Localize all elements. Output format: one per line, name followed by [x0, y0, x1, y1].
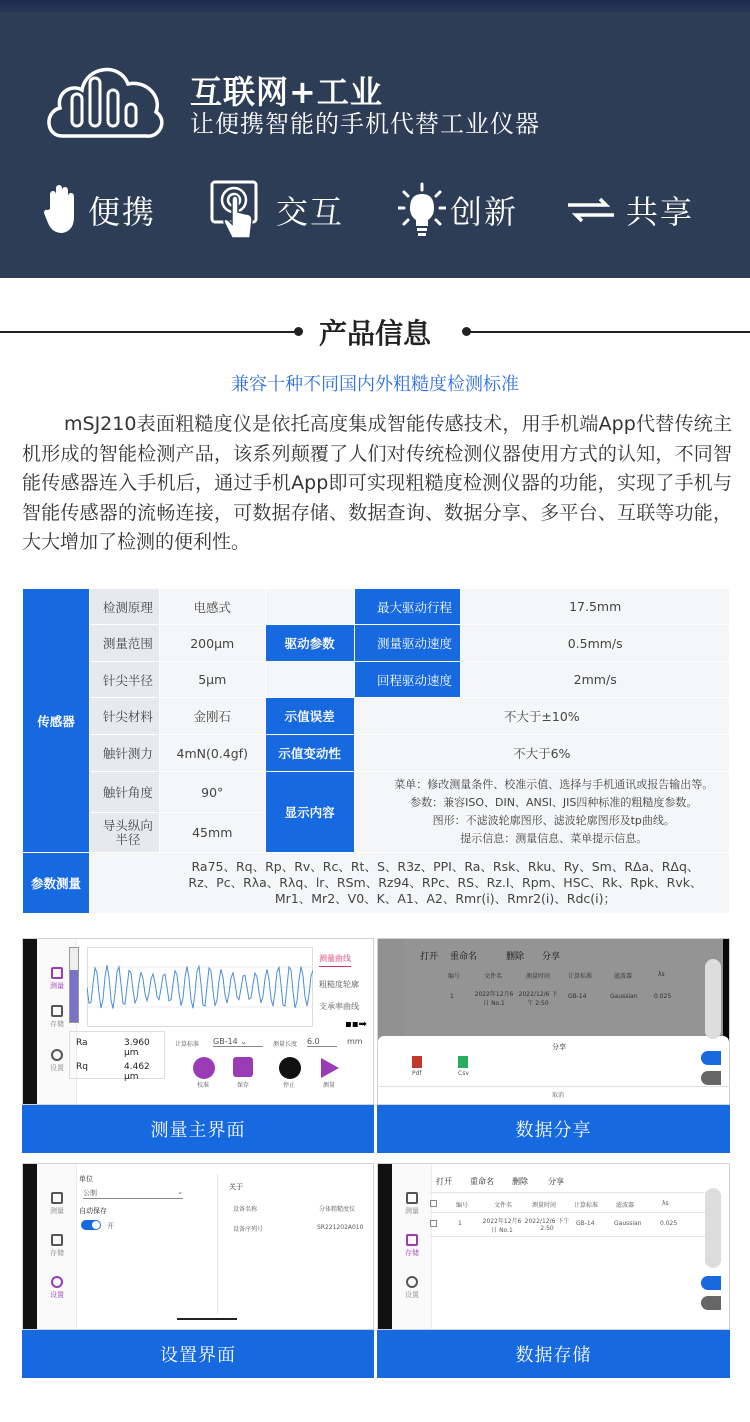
device-name-value: 分体粗糙度仪 [319, 1206, 356, 1213]
hand-icon [44, 185, 80, 235]
app-nav [37, 1164, 77, 1329]
nav-measure[interactable]: 测量 [398, 1192, 426, 1216]
cell: GB-14 [576, 1220, 595, 1227]
sensor-group-label: 传感器 [23, 589, 90, 853]
level-gauge [69, 947, 79, 1023]
spec-value: 200μm [159, 625, 265, 662]
display-line: 参数：兼容ISO、DIN、ANSI、JIS四种标准的粗糙度参数。 [410, 796, 698, 809]
col-header: 文件名 [484, 973, 503, 980]
spec-label: 针尖材料 [89, 698, 159, 735]
length-input[interactable]: 6.0 [307, 1037, 337, 1047]
caption-settings: 设置界面 [22, 1330, 374, 1378]
pdf-label: Pdf [412, 1070, 422, 1077]
measure-play-icon[interactable] [321, 1058, 339, 1078]
nav-measure[interactable]: 测量 [43, 967, 71, 991]
param-value: Ra75、Rq、Rp、Rv、Rc、Rt、S、R3z、PPI、Ra、Rsk、Rku、Ry、Sm、RΔa、RΔq、Rz、Pc、Rλa、Rλq、lr、RSm、Rz94、RPc、RS、Rz.I、Rpm、HSC、Rk、Rpk、Rvk、Mr1、Mr2、V0、K、A1、A2、Rmr(i)、Rmr2(i)、Rdc(i)； [89, 853, 729, 914]
rename-button[interactable]: 重命名 [450, 952, 478, 962]
spec-value: 90° [159, 772, 265, 813]
moon-icon[interactable] [701, 1296, 721, 1310]
col-header: 计算标准 [574, 1202, 599, 1209]
menu-profile[interactable]: 粗糙度轮廓 [319, 980, 359, 989]
spec-label: 触针角度 [89, 772, 159, 813]
spec-value: 4mN(0.4gf) [159, 735, 265, 772]
nav-storage[interactable]: 存储 [43, 1234, 71, 1258]
drive-value: 17.5mm [461, 589, 730, 625]
cell: 2022年12月6日 No.1 [482, 1218, 522, 1234]
col-header: λs [658, 971, 665, 978]
device-name-label: 设备名称 [233, 1206, 258, 1213]
calibrate-label: 校准 [197, 1082, 210, 1089]
rq-label: Rq [76, 1062, 88, 1072]
menu-bearing-curve[interactable]: 支承率曲线 [319, 1002, 359, 1011]
screenshot-share [377, 938, 730, 1105]
feature-innovate [398, 180, 518, 240]
caption-measure: 测量主界面 [22, 1105, 374, 1153]
app-nav [392, 1164, 432, 1329]
device-bezel [378, 1164, 392, 1329]
mute-icon[interactable] [701, 1051, 721, 1065]
delete-button[interactable]: 删除 [512, 1177, 528, 1186]
nav-storage[interactable]: 存储 [398, 1234, 426, 1258]
length-unit: mm [347, 1037, 363, 1046]
spec-value: 金刚石 [159, 698, 265, 735]
rename-button[interactable]: 重命名 [470, 1177, 494, 1186]
screenshot-storage [377, 1163, 730, 1330]
display-label: 显示内容 [265, 772, 354, 853]
col-header: 编号 [456, 1202, 469, 1209]
rq-value: 4.462 μm [124, 1062, 150, 1082]
autosave-state: 开 [107, 1222, 114, 1230]
bulb-icon [398, 182, 446, 238]
feature-label: 交互 [276, 193, 345, 231]
delete-button[interactable]: 删除 [506, 952, 525, 962]
moon-icon[interactable] [701, 1071, 721, 1085]
pdf-icon[interactable] [412, 1056, 422, 1068]
ra-label: Ra [76, 1038, 88, 1048]
std-select[interactable]: GB-14 ⌄ [213, 1037, 263, 1047]
nav-settings[interactable]: 设置 [43, 1049, 71, 1073]
serial-value: SR221202A010 [317, 1224, 364, 1231]
select-all-checkbox[interactable] [430, 1200, 437, 1207]
banner-title: 互联网+工业 [190, 73, 383, 111]
nav-measure[interactable]: 测量 [43, 1192, 71, 1216]
spec-blank [265, 589, 354, 625]
about-label: 关于 [229, 1183, 243, 1191]
autosave-toggle[interactable] [81, 1220, 101, 1230]
spec-value: 5μm [159, 662, 265, 698]
volume-slider[interactable] [705, 959, 721, 1039]
col-header: 滤波器 [616, 1202, 635, 1209]
param-label: 参数测量 [23, 853, 90, 914]
nav-settings[interactable]: 设置 [43, 1276, 71, 1300]
chevron-down-icon: ⌄ [177, 1188, 183, 1196]
stop-label: 停止 [283, 1082, 296, 1089]
open-button[interactable]: 打开 [436, 1177, 452, 1186]
drive-label: 回程驱动速度 [354, 662, 461, 698]
share-sheet [378, 1036, 729, 1104]
col-header: 文件名 [494, 1202, 513, 1209]
caption-storage: 数据存储 [377, 1330, 730, 1378]
error-value: 不大于±10% [354, 698, 729, 735]
save-label: 保存 [237, 1082, 250, 1089]
spec-label: 导头纵向半径 [89, 813, 159, 853]
device-bezel [23, 1164, 37, 1329]
unit-label: 单位 [79, 1175, 93, 1183]
section-heading [0, 312, 750, 352]
caption-share: 数据分享 [377, 1105, 730, 1153]
open-button[interactable]: 打开 [420, 952, 439, 962]
roughness-curve-chart [87, 947, 313, 1027]
screenshot-measure [22, 938, 374, 1105]
cell: 0.025 [660, 1220, 678, 1227]
nav-storage[interactable]: 存储 [43, 1005, 71, 1029]
share-button[interactable]: 分享 [542, 952, 561, 962]
cell: 2022/12/6 下午 2:50 [524, 1218, 570, 1232]
std-label: 计算标准 [175, 1041, 200, 1048]
share-arrows-icon [566, 195, 616, 225]
serial-label: 设备序列号 [233, 1226, 264, 1233]
variation-label: 示值变动性 [265, 735, 354, 772]
cell: 0.025 [654, 993, 672, 1000]
variation-value: 不大于6% [354, 735, 729, 772]
feature-label: 创新 [450, 193, 519, 231]
feature-label: 共享 [626, 193, 695, 231]
feature-label: 便携 [88, 193, 157, 231]
volume-slider[interactable] [705, 1188, 721, 1268]
row-checkbox[interactable] [430, 1220, 437, 1227]
spec-label: 测量范围 [89, 625, 159, 662]
csv-icon[interactable] [458, 1056, 468, 1068]
drive-value: 0.5mm/s [461, 625, 730, 662]
col-header: 计算标准 [568, 973, 593, 980]
display-line: 提示信息：测量信息、菜单提示信息。 [460, 832, 648, 845]
spec-label: 触针测力 [89, 735, 159, 772]
drive-label: 最大驱动行程 [354, 589, 461, 625]
spec-label: 针尖半径 [89, 662, 159, 698]
mute-icon[interactable] [701, 1276, 721, 1290]
share-button[interactable]: 分享 [548, 1177, 564, 1186]
spec-label: 检测原理 [89, 589, 159, 625]
drive-label: 测量驱动速度 [354, 625, 461, 662]
col-header: 滤波器 [614, 973, 633, 980]
col-header: 测量时间 [526, 973, 551, 980]
feature-portable [44, 180, 156, 240]
cloud-bars-icon [42, 54, 164, 142]
stop-icon[interactable] [279, 1057, 301, 1079]
length-label: 测量长度 [273, 1041, 298, 1048]
col-header: 编号 [448, 973, 461, 980]
result-box [69, 1031, 165, 1082]
autosave-label: 自动保存 [79, 1207, 107, 1215]
screenshot-settings [22, 1163, 374, 1330]
divider [470, 331, 750, 333]
section-subtitle: 兼容十种不同国内外粗糙度检测标准 [231, 374, 519, 395]
nav-settings[interactable]: 设置 [398, 1276, 426, 1300]
cell: Gaussian [610, 993, 638, 1000]
chevron-down-icon: ⌄ [240, 1037, 248, 1046]
spec-value: 电感式 [159, 589, 265, 625]
cell: Gaussian [614, 1220, 642, 1227]
cancel-button[interactable]: 取消 [552, 1092, 565, 1099]
next-arrow-icon[interactable]: ▪▪➡ [345, 1019, 367, 1030]
error-label: 示值误差 [265, 698, 354, 735]
top-strip [0, 0, 750, 12]
drive-value: 2mm/s [461, 662, 730, 698]
drive-group-label: 驱动参数 [265, 625, 354, 662]
cell: 1 [450, 993, 454, 1000]
unit-select[interactable]: 公制 ⌄ [83, 1188, 183, 1197]
section-title: 产品信息 [318, 317, 431, 350]
product-description: mSJ210表面粗糙度仪是依托高度集成智能传感技术，用手机端App代替传统主机形成的智能检测产品，该系列颠覆了人们对传统检测仪器使用方式的认知，不同智能传感器连入手机后，通过手机App即可实现粗糙度检测仪器的功能，实现了手机与智能传感器的流畅连接，可数据存储、数据查询、数据分享、多平台、互联等功能，大大增加了检测的便利性。 [22, 413, 732, 553]
spec-table [22, 588, 730, 914]
device-bezel [23, 939, 37, 1104]
measure-label: 测量 [323, 1082, 336, 1089]
share-sheet-title: 分享 [552, 1043, 566, 1051]
cell: 2022/12/6 下午 2:50 [518, 991, 558, 1007]
cell: GB-14 [568, 993, 587, 1000]
save-icon[interactable] [233, 1057, 253, 1077]
banner-subtitle: 让便携智能的手机代替工业仪器 [190, 110, 540, 138]
spec-value: 45mm [159, 813, 265, 853]
csv-label: Csv [458, 1070, 469, 1077]
ra-value: 3.960 μm [124, 1038, 150, 1058]
display-line: 菜单：修改测量条件、校准示值、选择与手机通讯或报告输出等。 [394, 778, 714, 791]
display-content [354, 772, 729, 853]
cell: 1 [458, 1220, 462, 1227]
feature-interact [210, 180, 344, 240]
menu-measure-curve[interactable]: 测量曲线 [319, 953, 351, 967]
col-header: λs [662, 1200, 669, 1207]
col-header: 测量时间 [532, 1202, 557, 1209]
touch-icon [210, 180, 260, 240]
spec-blank [265, 662, 354, 698]
hero-banner [0, 12, 750, 278]
feature-share [566, 180, 694, 240]
home-indicator [177, 1318, 237, 1320]
cell: 2022年12月6日 No.1 [474, 991, 514, 1007]
calibrate-icon[interactable] [193, 1057, 215, 1079]
display-line: 图形：不滤波轮廓图形、滤波轮廓图形及tp曲线。 [432, 814, 675, 827]
